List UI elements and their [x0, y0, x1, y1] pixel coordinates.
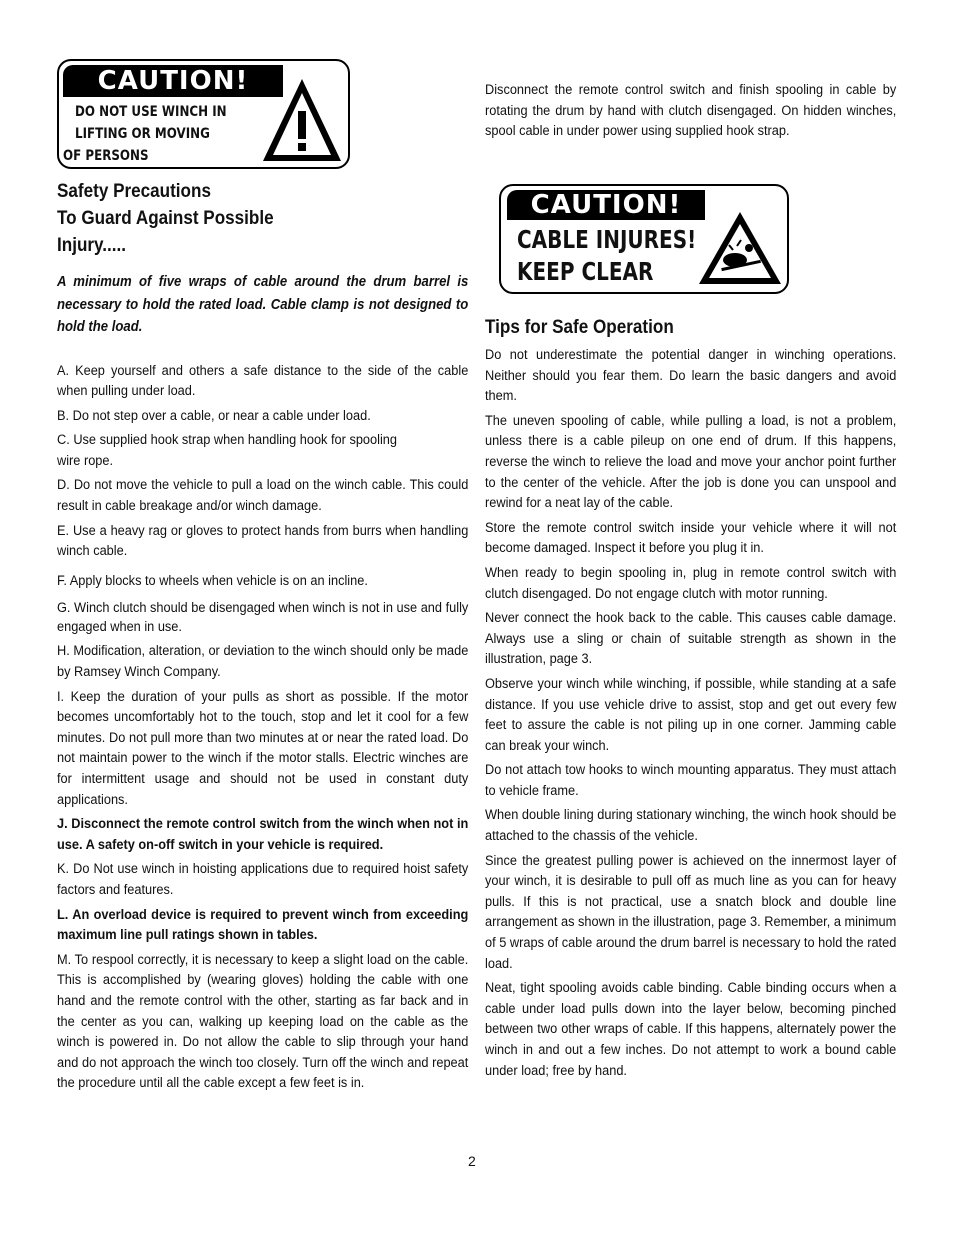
precaution-item-d: D. Do not move the vehicle to pull a load on the winch cable. This could result in cable breakage and/or winch damage. [57, 477, 469, 515]
left-column [57, 178, 469, 1098]
precaution-item-g: G. Winch clutch should be disengaged when winch is not in use and fully engaged when in use. [57, 600, 469, 636]
tip-paragraph: Do not attach tow hooks to winch mounting apparatus. They must attach to vehicle frame. [485, 762, 897, 799]
caution-line-2: KEEP CLEAR [517, 257, 654, 286]
precaution-item-h: H. Modification, alteration, or deviation to the winch should only be made by Ramsey Winch Company. [57, 643, 469, 681]
caution-title: CAUTION! [507, 190, 705, 220]
tip-paragraph: Neat, tight spooling avoids cable binding. Cable binding occurs when a cable under load pulls down into the layer below, becoming pinched between two other wraps of cable. If this happens, alternately power the winch in and out a few inches. Do not attempt to work a bound cable under load; free by hand. [485, 980, 897, 1079]
safety-heading-line: Safety Precautions [57, 181, 211, 202]
tips-heading: Tips for Safe Operation [485, 317, 674, 338]
right-column [485, 80, 897, 146]
precaution-item-k: K. Do Not use winch in hoisting applications due to required hoist safety factors and features. [57, 861, 469, 898]
precaution-item-j: J. Disconnect the remote control switch from the winch when not in use. A safety on-off switch in your vehicle is required. [57, 816, 469, 853]
tip-paragraph: The uneven spooling of cable, while pulling a load, is not a problem, unless there is a cable pileup on one end of drum. If this happens, reverse the winch to relieve the load and move your anchor point further to the center of the vehicle. After the job is done you can unspool and rewind for a neat lay of the cable. [485, 412, 897, 512]
page-number: 2 [468, 1153, 476, 1169]
precaution-item-l: L. An overload device is required to prevent winch from exceeding maximum line pull ratings shown in tables. [57, 906, 469, 944]
respool-intro: Disconnect the remote control switch and finish spooling in cable by rotating the drum by hand with clutch disengaged. On hidden winches, spool cable in under power using supplied hook strap. [485, 82, 897, 140]
cable-wraps-warning: A minimum of five wraps of cable around the drum barrel is necessary to hold the rated load. Cable clamp is not designed to hold the load. [57, 274, 469, 335]
precaution-item-f: F. Apply blocks to wheels when vehicle is on an incline. [57, 572, 368, 589]
safety-heading [57, 178, 469, 259]
precaution-item-m: M. To respool correctly, it is necessary to keep a slight load on the cable. This is accomplished by (wearing gloves) holding the cable with one hand and the remote control with the other, starting as far back and in the center as you can, walking up keeping load on the cable as the winch is powered in. Do not allow the cable to slip through your hand and do not approach the winch too closely. Turn off the winch and repeat the procedure until all the cable except a few feet is in. [57, 951, 469, 1092]
caution-line-2: LIFTING OR MOVING [75, 126, 210, 142]
precaution-item-b: B. Do not step over a cable, or near a cable under load. [57, 407, 371, 424]
caution-sign-persons [57, 59, 350, 169]
tips-section [485, 314, 897, 1085]
tip-paragraph: Store the remote control switch inside your vehicle where it will not become damaged. Inspect it before you plug it in. [485, 519, 897, 557]
warning-triangle-icon [259, 75, 345, 165]
tip-paragraph: When double lining during stationary winching, the winch hook should be attached to the chassis of the vehicle. [485, 807, 897, 845]
safety-heading-line: To Guard Against Possible [57, 208, 274, 229]
precaution-item-i: I. Keep the duration of your pulls as short as possible. If the motor becomes uncomfortably hot to the touch, stop and let it cool for a few minutes. Do not pull more than two minutes at or near the rated load. Do not maintain power to the winch if the motor stalls. Electric winches are for intermittent usage and should not be used in constant duty applications. [57, 688, 469, 808]
hand-injury-warning-icon [697, 210, 783, 288]
tip-paragraph: Never connect the hook back to the cable. This causes cable damage. Always use a sling or chain of suitable strength as shown in the illustration, page 3. [485, 610, 897, 668]
caution-sign-cable [499, 184, 789, 294]
caution-title: CAUTION! [63, 65, 283, 97]
tip-paragraph: Do not underestimate the potential danger in winching operations. Neither should you fear them. Do learn the basic dangers and avoid them. [485, 347, 897, 405]
precaution-item-c: C. Use supplied hook strap when handling hook for spooling wire rope. [57, 432, 398, 469]
caution-line-1: CABLE INJURES! [517, 225, 697, 254]
tip-paragraph: Observe your winch while winching, if possible, while standing at a safe distance. If you use vehicle drive to assist, stop and get out every few feet to assure the cable is not piling up in one corner. Jamming cable can break your winch. [485, 675, 897, 754]
precaution-item-e: E. Use a heavy rag or gloves to protect hands from burrs when handling winch cable. [57, 522, 469, 560]
tip-paragraph: When ready to begin spooling in, plug in remote control switch with clutch disengaged. Do not engage clutch with motor running. [485, 564, 897, 602]
tip-paragraph: Since the greatest pulling power is achieved on the innermost layer of your winch, it is desirable to pull off as much line as you can for heavy pulls. If this is not practical, use a snatch block and double line arrangement as shown in the illustration, page 3. Remember, a minimum of 5 wraps of cable around the drum barrel is necessary to hold the rated load. [485, 852, 897, 972]
safety-heading-line: Injury..... [57, 235, 127, 256]
caution-line-3: OF PERSONS [63, 148, 149, 164]
caution-line-1: DO NOT USE WINCH IN [75, 104, 227, 120]
precaution-item-a: A. Keep yourself and others a safe distance to the side of the cable when pulling under load. [57, 362, 469, 400]
